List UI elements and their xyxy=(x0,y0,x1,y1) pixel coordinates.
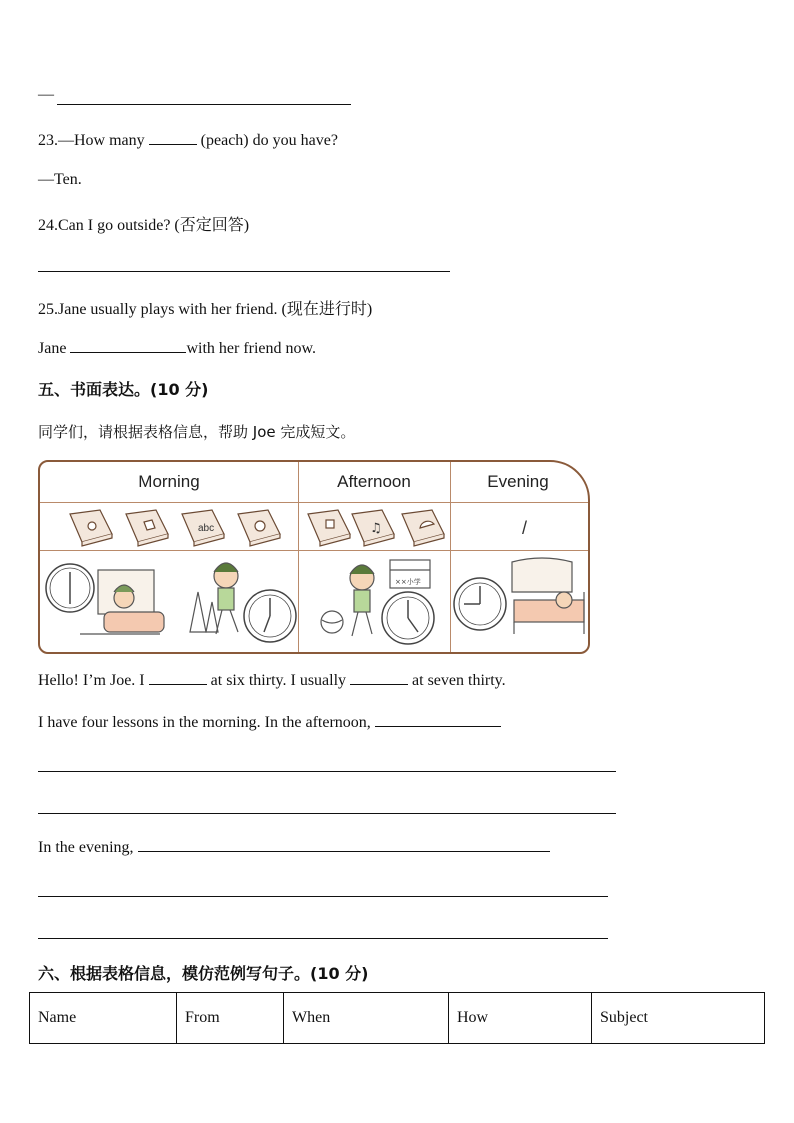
q22-answer-line xyxy=(38,86,54,104)
col-name: Name xyxy=(30,993,177,1044)
section5-title: 五、书面表达。(10 分) xyxy=(38,380,209,399)
q25-question: 25.Jane usually plays with her friend. (现在进行时) xyxy=(38,301,373,318)
section5-line2 xyxy=(38,712,501,732)
clock-icon-afternoon xyxy=(382,592,434,644)
header-evening: Evening xyxy=(487,472,549,491)
q23-blank xyxy=(149,130,197,145)
boy-sleeping-icon xyxy=(512,558,584,634)
q23-question xyxy=(38,130,338,150)
section5-line1 xyxy=(38,670,506,690)
books-row xyxy=(40,504,588,550)
music-book-icon xyxy=(352,510,394,546)
line1-part-b: at six thirty. I usually xyxy=(210,672,347,689)
evening-books-slash: / xyxy=(522,518,528,538)
svg-text:abc: abc xyxy=(198,523,215,534)
section6-title: 六、根据表格信息，模仿范例写句子。(10 分) xyxy=(38,964,369,983)
blank-evening xyxy=(138,837,550,852)
col-from: From xyxy=(177,993,284,1044)
scenes-row xyxy=(40,552,588,650)
col-subject: Subject xyxy=(592,993,765,1044)
line2-text: I have four lessons in the morning. In the afternoon, xyxy=(38,714,371,731)
q24-question: 24.Can I go outside? (否定回答) xyxy=(38,217,250,234)
boy-walking-icon xyxy=(214,563,238,634)
blank-go-to-school xyxy=(350,670,408,685)
q23-text-start: 23.—How many xyxy=(38,132,145,149)
ball-icon xyxy=(321,611,343,633)
school-sign: ××小学 xyxy=(395,578,421,586)
section5-line3 xyxy=(38,837,550,857)
book-icon-3 xyxy=(182,510,224,546)
col-when: When xyxy=(284,993,449,1044)
q22-blank xyxy=(57,104,351,105)
q23-answer: —Ten. xyxy=(38,171,82,188)
header-morning: Morning xyxy=(138,472,200,491)
writing-line-4 xyxy=(38,938,608,939)
q25-answer-end: with her friend now. xyxy=(186,340,317,357)
book-icon-4 xyxy=(238,510,280,546)
book-icon-5 xyxy=(308,510,350,546)
line1-part-c: at seven thirty. xyxy=(412,672,506,689)
trees-icon xyxy=(190,592,218,632)
svg-text:♫: ♫ xyxy=(370,521,382,536)
line1-part-a: Hello! I’m Joe. I xyxy=(38,672,145,689)
clock-icon-morning2 xyxy=(244,590,296,642)
header-afternoon: Afternoon xyxy=(337,472,411,491)
clock-icon-evening xyxy=(454,578,506,630)
writing-line-1 xyxy=(38,771,616,772)
blank-afternoon xyxy=(375,712,501,727)
blank-wake-up xyxy=(149,670,207,685)
book-icon-1 xyxy=(70,510,112,546)
q25-blank xyxy=(70,338,186,353)
table-header-row xyxy=(30,993,765,1044)
line3-text: In the evening, xyxy=(38,839,134,856)
boy-leaving-school-icon xyxy=(350,565,374,636)
clock-icon-morning1 xyxy=(46,564,94,612)
book-icon-2 xyxy=(126,510,168,546)
writing-line-2 xyxy=(38,813,616,814)
section6-table xyxy=(29,992,765,1044)
writing-line-3 xyxy=(38,896,608,897)
q24-blank xyxy=(38,271,450,272)
dash: — xyxy=(38,86,54,103)
q25-answer xyxy=(38,338,316,358)
section5-instruction: 同学们，请根据表格信息，帮助 Joe 完成短文。 xyxy=(38,423,356,441)
schedule-picture-table xyxy=(38,460,590,654)
q25-answer-start: Jane xyxy=(38,340,67,357)
q23-text-end: (peach) do you have? xyxy=(200,132,338,149)
book-icon-7 xyxy=(402,510,444,546)
col-how: How xyxy=(449,993,592,1044)
